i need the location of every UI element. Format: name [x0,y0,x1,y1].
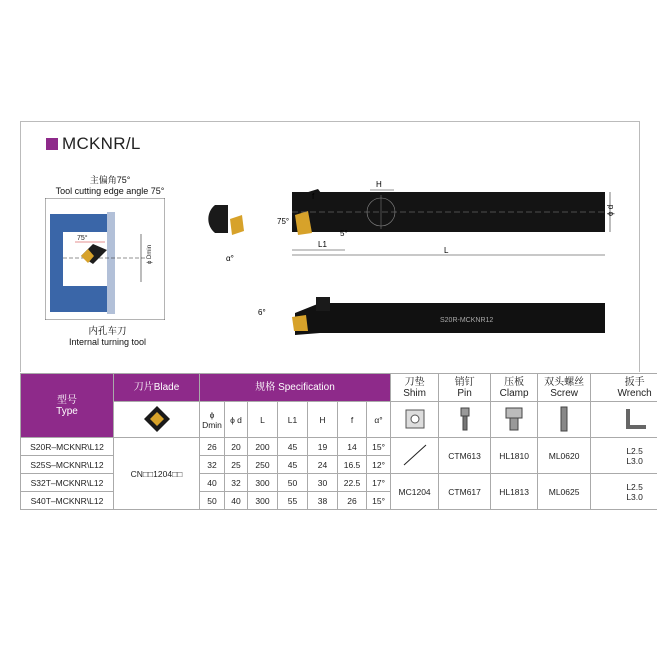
col-type: 型号 Type [21,374,114,438]
dim-h: H [376,180,382,189]
left-caption [40,175,180,197]
col-wrench: 扳手 Wrench [591,374,657,402]
blade-icon-cell [114,402,200,438]
insert-label: CN□□1204□□ [114,438,200,510]
tool-drawing [200,175,620,345]
dim-alpha: α° [226,254,234,263]
insert-icon [142,404,172,434]
h-h: H [308,402,338,438]
caption-en: Tool cutting edge angle 75° [55,186,165,196]
shim-icon-cell [391,402,439,438]
h-d: ϕ d [225,402,248,438]
engraving: S20R-MCKNR12 [440,317,494,324]
bottom-cn: 内孔车刀 [88,326,127,337]
wrench-icon-cell [591,402,657,438]
bore-wall [107,212,115,314]
end-view [208,205,228,233]
h-dmin: ϕ Dmin [200,402,225,438]
col-blade: 刀片Blade [114,374,200,402]
title-marker [46,138,58,150]
end-view-insert [230,215,244,235]
screw-icon [552,405,576,433]
table-row: S32T–MCKNR\L12 40 32 300 50 30 22.5 17° MC1204 CTM617 HL1813 ML0625 L2.5 L3.0 [21,474,657,492]
col-pin: 销钉 Pin [439,374,491,402]
bottom-en: Internal turning tool [68,337,147,347]
h-l: L [248,402,278,438]
wrench-icon [620,405,650,433]
table-row: S20R–MCKNR\L12 CN□□1204□□ 26 20 200 45 19 14 15° CTM613 HL1810 ML0620 L2.5 L3.0 [21,438,657,456]
col-screw: 双头螺丝 Screw [538,374,591,402]
caption-cn: 主偏角75° [89,175,131,185]
tool-photo-insert [292,315,308,331]
shim-icon [403,407,427,431]
clamp-icon [502,405,526,433]
col-clamp: 压板 Clamp [491,374,538,402]
bottom-caption [40,326,175,348]
workpiece-bottom [50,286,112,312]
col-spec: 规格 Specification [200,374,391,402]
h-l1: L1 [278,402,308,438]
shim-none [391,438,439,474]
table-row: S25S–MCKNR\L12 32 25 250 45 24 16.5 12° [21,456,657,474]
dim-d: ϕ d [606,204,615,216]
col-shim: 刀垫 Shim [391,374,439,402]
dim-75: 75° [277,217,290,226]
dim-6: 6° [258,308,266,317]
pin-icon [453,405,477,433]
clamp-icon-cell [491,402,538,438]
dim-l1: L1 [318,240,327,249]
page-title: MCKNR/L [62,134,141,153]
title-block [46,134,141,154]
dim-f: f [312,192,315,201]
pin-icon-cell [439,402,491,438]
h-f: f [338,402,367,438]
internal-turning-diagram [45,198,165,320]
dim-l: L [444,246,449,255]
table-row: S40T–MCKNR\L12 50 40 300 55 38 26 15° [21,492,657,510]
spec-table [20,373,657,510]
h-a: α° [367,402,391,438]
angle-label: 75° [77,235,88,242]
dmin-label: ϕ Dmin [147,244,153,264]
screw-icon-cell [538,402,591,438]
dim-5: 5° [340,229,348,238]
